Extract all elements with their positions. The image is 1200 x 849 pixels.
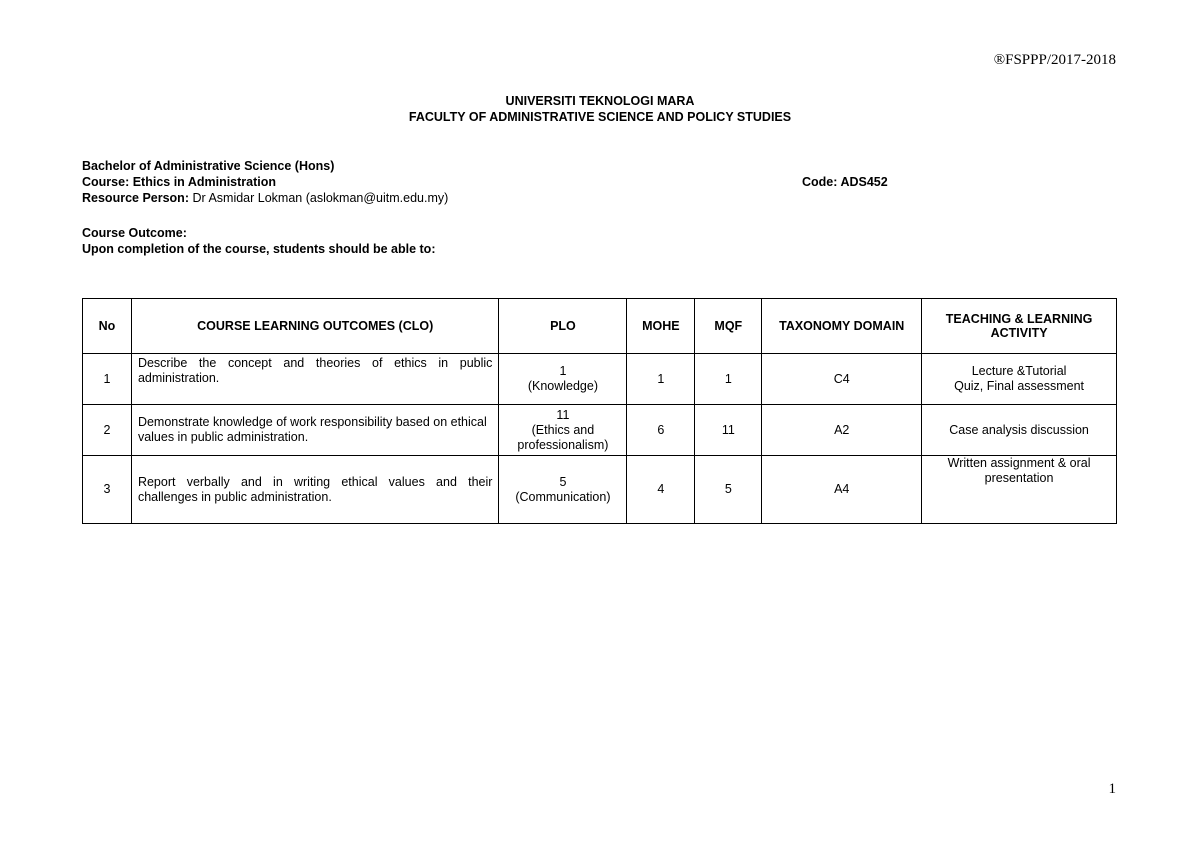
faculty-name: FACULTY OF ADMINISTRATIVE SCIENCE AND POLICY STUDIES	[408, 110, 792, 124]
course-outcome	[82, 225, 436, 257]
table-row	[83, 354, 1117, 405]
cell-mohe: 4	[627, 456, 695, 524]
cell-clo: Demonstrate knowledge of work responsibility based on ethical values in public administration.	[131, 405, 498, 456]
cell-plo	[499, 405, 627, 456]
cell-plo	[499, 456, 627, 524]
cell-activity: Case analysis discussion	[922, 405, 1117, 456]
header-activity: TEACHING & LEARNING ACTIVITY	[922, 299, 1117, 354]
header-plo: PLO	[499, 299, 627, 354]
course-outcome-title: Course Outcome:	[82, 226, 187, 240]
cell-clo: Describe the concept and theories of ethics in public administration.	[131, 354, 498, 405]
cell-taxonomy: C4	[762, 354, 922, 405]
cell-mqf: 1	[695, 354, 762, 405]
activity-line: Quiz, Final assessment	[954, 379, 1085, 393]
plo-number: 1	[559, 364, 567, 378]
cell-taxonomy: A2	[762, 405, 922, 456]
header-mohe: MOHE	[627, 299, 695, 354]
cell-no: 3	[83, 456, 132, 524]
cell-mqf: 11	[695, 405, 762, 456]
cell-no: 2	[83, 405, 132, 456]
header-clo: COURSE LEARNING OUTCOMES (CLO)	[131, 299, 498, 354]
cell-activity: Written assignment & oral presentation	[922, 456, 1117, 524]
table-row	[83, 405, 1117, 456]
plo-description: (Knowledge)	[527, 379, 598, 393]
plo-description: (Ethics and professionalism)	[517, 422, 609, 452]
course-meta	[82, 158, 1117, 206]
header-mqf: MQF	[695, 299, 762, 354]
course-code	[802, 174, 888, 190]
plo-number: 5	[559, 474, 567, 489]
course-outcome-intro: Upon completion of the course, students should be able to:	[82, 242, 436, 256]
activity-line: Lecture &Tutorial	[971, 364, 1067, 378]
table-header-row	[83, 299, 1117, 354]
plo-number: 11	[556, 407, 570, 422]
document-header	[0, 93, 1200, 125]
program-name: Bachelor of Administrative Science (Hons)	[82, 159, 335, 173]
cell-no: 1	[83, 354, 132, 405]
document-code: ®FSPPP/2017-2018	[993, 52, 1116, 68]
cell-mohe: 6	[627, 405, 695, 456]
header-taxonomy: TAXONOMY DOMAIN	[762, 299, 922, 354]
code-value: ADS452	[840, 175, 888, 189]
plo-description: (Communication)	[515, 489, 611, 504]
course-label: Course:	[82, 175, 130, 189]
cell-mqf: 5	[695, 456, 762, 524]
cell-clo: Report verbally and in writing ethical values and their challenges in public administration.	[131, 456, 498, 524]
university-name: UNIVERSITI TEKNOLOGI MARA	[505, 94, 695, 108]
cell-plo	[499, 354, 627, 405]
code-label: Code:	[802, 175, 838, 189]
table-row	[83, 456, 1117, 524]
page-number: 1	[1108, 781, 1116, 797]
header-no: No	[83, 299, 132, 354]
cell-taxonomy: A4	[762, 456, 922, 524]
cell-mohe: 1	[627, 354, 695, 405]
resource-person-value: Dr Asmidar Lokman (aslokman@uitm.edu.my)	[192, 191, 449, 205]
cell-activity	[922, 354, 1117, 405]
clo-table	[82, 298, 1117, 524]
resource-person-label: Resource Person:	[82, 191, 189, 205]
course-name: Ethics in Administration	[132, 175, 277, 189]
